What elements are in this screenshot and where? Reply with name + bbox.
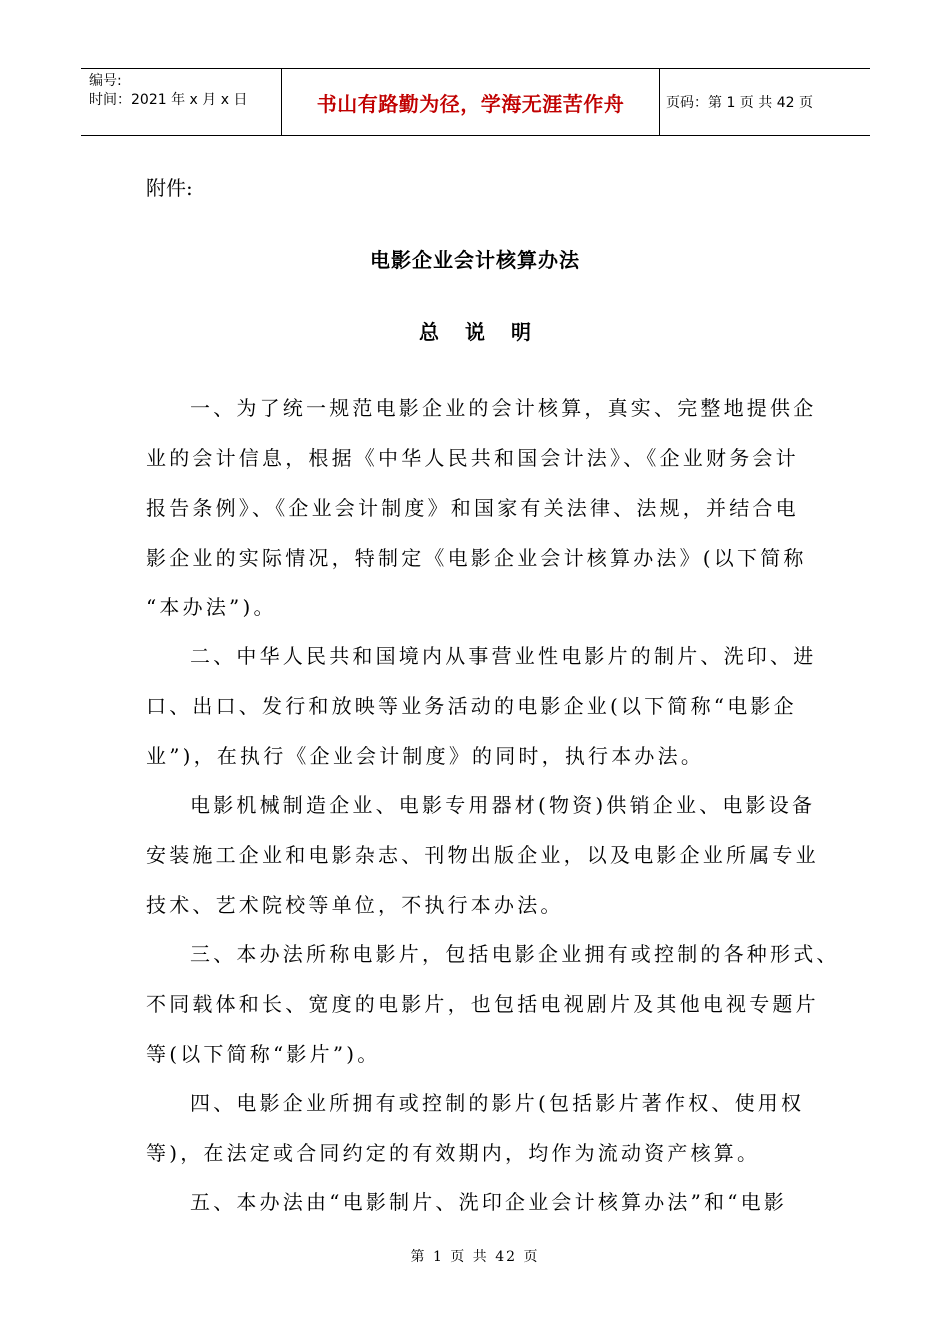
paragraph-line: 业的会计信息，根据《中华人民共和国会计法》、《企业财务会计	[146, 446, 799, 470]
paragraph-line: 等(以下简称“影片”)。	[146, 1042, 381, 1066]
header-motto-cell	[282, 69, 660, 135]
paragraph-line: 报告条例》、《企业会计制度》和国家有关法律、法规，并结合电	[146, 496, 799, 520]
document-header	[81, 68, 870, 136]
paragraph-line: 不同载体和长、宽度的电影片，也包括电视剧片及其他电视专题片	[146, 992, 819, 1016]
time-label: 时间：2021 年 x 月 x 日	[89, 92, 248, 108]
paragraph-line: “本办法”)。	[146, 595, 277, 619]
paragraph-line: 一、为了统一规范电影企业的会计核算，真实、完整地提供企	[190, 396, 817, 420]
paragraph-line: 等)，在法定或合同约定的有效期内，均作为流动资产核算。	[146, 1141, 761, 1165]
header-meta	[81, 69, 282, 135]
paragraph-line: 二、中华人民共和国境内从事营业性电影片的制片、洗印、进	[190, 644, 817, 668]
document-title: 电影企业会计核算办法	[370, 248, 580, 272]
header-page-info	[660, 69, 870, 135]
paragraph-line: 技术、艺术院校等单位，不执行本办法。	[146, 893, 564, 917]
motto-text: 书山有路勤为径，学海无涯苦作舟	[316, 91, 625, 116]
paragraph-line: 五、本办法由“电影制片、洗印企业会计核算办法”和“电影	[190, 1190, 788, 1214]
paragraph-line: 安装施工企业和电影杂志、刊物出版企业，以及电影企业所属专业	[146, 843, 819, 867]
paragraph-line: 三、本办法所称电影片，包括电影企业拥有或控制的各种形式、	[190, 942, 840, 966]
paragraph-line: 四、电影企业所拥有或控制的影片(包括影片著作权、使用权	[190, 1091, 805, 1115]
paragraph-line: 口、出口、发行和放映等业务活动的电影企业(以下简称“电影企	[146, 694, 797, 718]
number-label: 编号:	[89, 73, 122, 89]
paragraph-line: 电影机械制造企业、电影专用器材(物资)供销企业、电影设备	[190, 793, 816, 817]
paragraph-line: 影企业的实际情况，特制定《电影企业会计核算办法》(以下简称	[146, 546, 807, 570]
page-footer: 第 1 页 共 42 页	[410, 1249, 540, 1265]
paragraph-line: 业”)，在执行《企业会计制度》的同时，执行本办法。	[146, 744, 705, 768]
page-info-text: 页码：第 1 页 共 42 页	[666, 95, 813, 111]
attachment-label: 附件:	[146, 176, 193, 200]
section-title: 总说明	[419, 320, 557, 344]
